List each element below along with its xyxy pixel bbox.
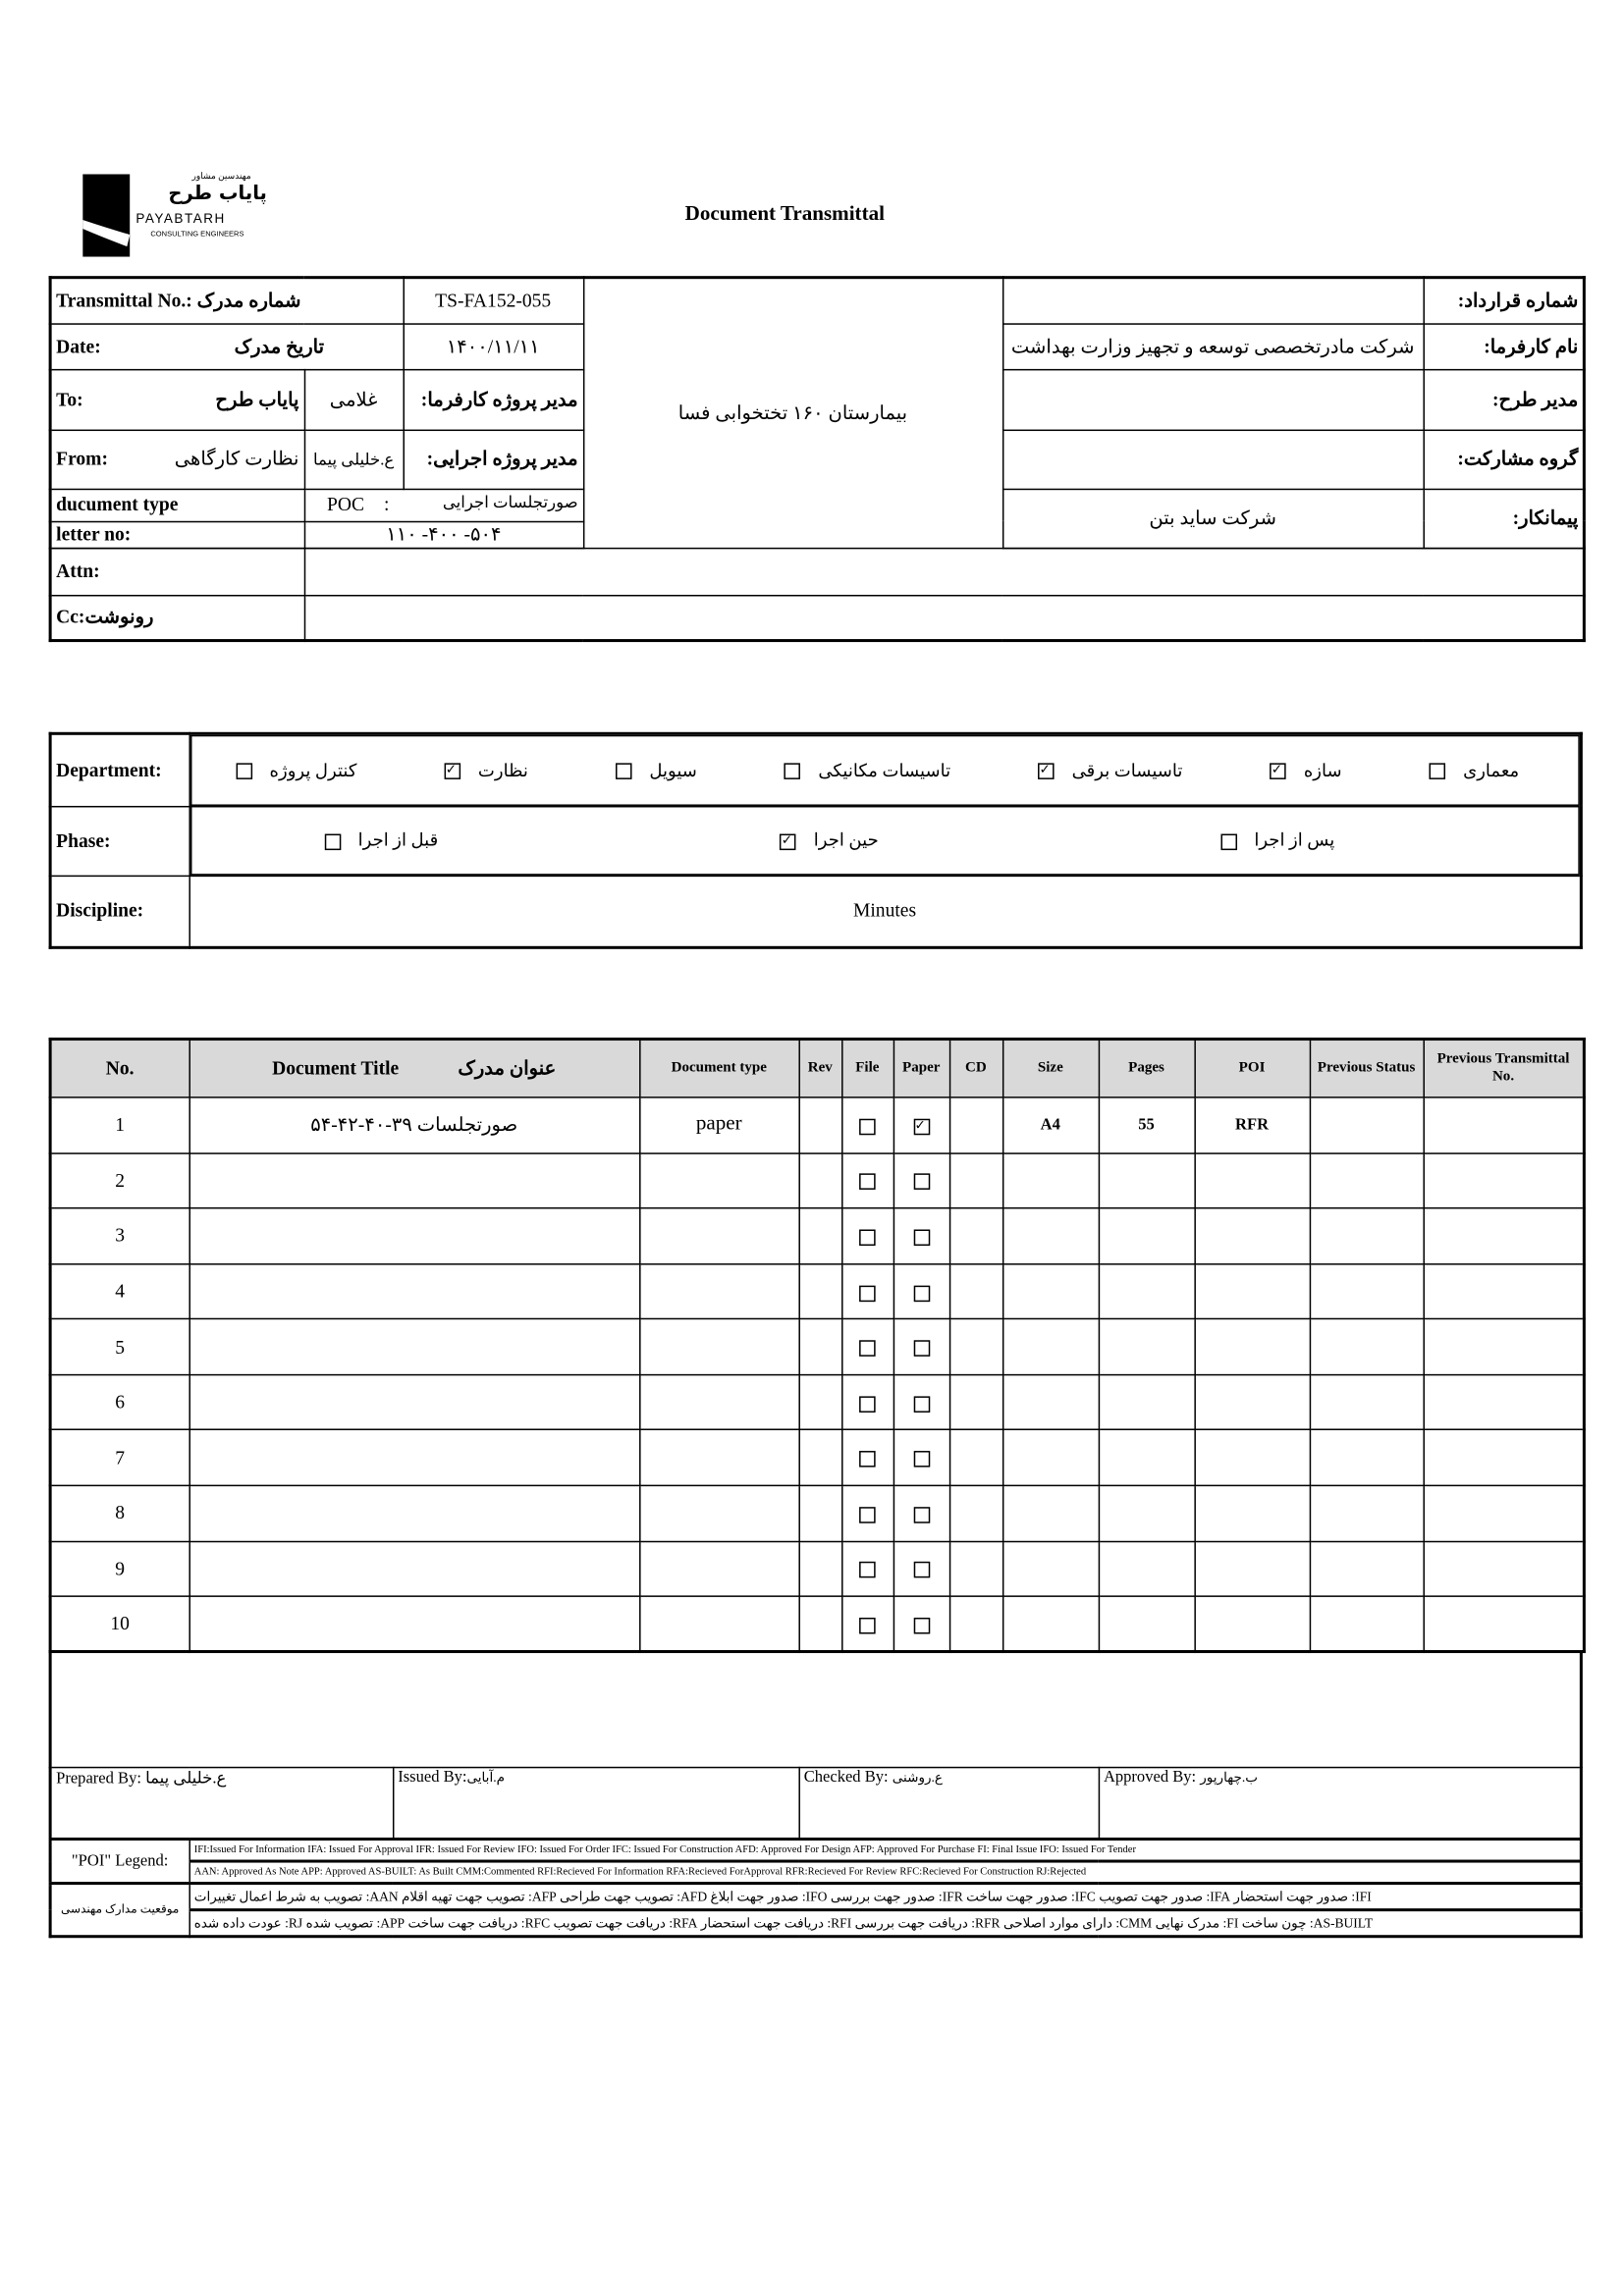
option-label: معماری xyxy=(1463,759,1520,780)
checkbox-icon[interactable] xyxy=(913,1229,930,1246)
option-label: حین اجرا xyxy=(813,829,879,851)
cell-file[interactable] xyxy=(841,1096,893,1152)
phase-options xyxy=(189,806,1580,876)
cell-poi xyxy=(1194,1208,1309,1264)
cell-paper[interactable] xyxy=(893,1263,949,1319)
letter-no-label: letter no: xyxy=(50,521,304,548)
cell-cd xyxy=(949,1208,1002,1264)
cell-paper[interactable] xyxy=(893,1597,949,1653)
department-label: Department: xyxy=(50,733,189,806)
option-label: سازه xyxy=(1303,759,1342,780)
partner-group-label: گروه مشارکت: xyxy=(1423,430,1584,489)
cell-no: 2 xyxy=(50,1152,189,1208)
page-title: Document Transmittal xyxy=(684,203,885,227)
checkbox-icon[interactable] xyxy=(913,1451,930,1468)
checkbox-icon[interactable] xyxy=(859,1563,876,1579)
cell-poi xyxy=(1194,1263,1309,1319)
classification-table xyxy=(49,732,1583,948)
date-label-cell: Date: تاریخ مدرک xyxy=(50,323,403,369)
cell-rev xyxy=(798,1485,841,1541)
cell-pages xyxy=(1099,1430,1195,1486)
cell-prev-no xyxy=(1423,1541,1584,1597)
cell-file[interactable] xyxy=(841,1541,893,1597)
cell-doctype xyxy=(639,1541,798,1597)
cell-cd xyxy=(949,1374,1002,1430)
logo-fa-small: مهندسین مشاور xyxy=(191,172,251,182)
cell-size xyxy=(1002,1208,1099,1264)
table-row xyxy=(50,1319,1584,1375)
checkbox-icon[interactable] xyxy=(913,1285,930,1302)
signature-table xyxy=(49,1650,1583,1937)
cell-poi xyxy=(1194,1485,1309,1541)
cell-prev-no xyxy=(1423,1485,1584,1541)
cell-no: 4 xyxy=(50,1263,189,1319)
table-row xyxy=(50,1430,1584,1486)
cell-prev-no xyxy=(1423,1430,1584,1486)
cell-file[interactable] xyxy=(841,1152,893,1208)
documents-table xyxy=(49,1038,1586,1654)
cell-prev-no xyxy=(1423,1374,1584,1430)
checkbox-icon[interactable] xyxy=(859,1118,876,1135)
cell-pages xyxy=(1099,1152,1195,1208)
cell-size xyxy=(1002,1263,1099,1319)
cell-file[interactable] xyxy=(841,1208,893,1264)
project-name: بیمارستان ۱۶۰ تختخوابی فسا xyxy=(583,278,1002,548)
poi-legend-line2: AAN: Approved As Note APP: Approved AS-BUILT: As Built CMM:Commented RFI:Recieved For Information RFA:Recieved ForApproval RFR:Recieved For Review RFC:Recieved For Construction RJ:Rejected xyxy=(189,1860,1581,1883)
cell-prev-status xyxy=(1310,1597,1424,1653)
cell-file[interactable] xyxy=(841,1374,893,1430)
discipline-value: Minutes xyxy=(189,876,1581,946)
partner-group-value xyxy=(1002,430,1424,489)
cell-prev-status xyxy=(1310,1374,1424,1430)
cell-doctype xyxy=(639,1208,798,1264)
contract-no-label: شماره قرارداد: xyxy=(1423,278,1584,324)
option-label: تاسیسات برقی xyxy=(1071,759,1183,780)
header-prev-no: Previous Transmittal No. xyxy=(1423,1040,1584,1097)
cell-rev xyxy=(798,1152,841,1208)
cell-doctype xyxy=(639,1374,798,1430)
checkbox-checked-icon[interactable] xyxy=(1038,764,1055,780)
checkbox-icon[interactable] xyxy=(1220,833,1237,850)
header-file: File xyxy=(841,1040,893,1097)
cell-title xyxy=(189,1485,639,1541)
department-option[interactable] xyxy=(444,760,528,782)
header-doctype: Document type xyxy=(639,1040,798,1097)
checkbox-icon[interactable] xyxy=(913,1340,930,1357)
cell-no: 5 xyxy=(50,1319,189,1375)
cell-title xyxy=(189,1152,639,1208)
cell-size xyxy=(1002,1152,1099,1208)
plan-manager-value xyxy=(1002,369,1424,430)
logo-en-sub: CONSULTING ENGINEERS xyxy=(150,230,244,240)
cell-cd xyxy=(949,1152,1002,1208)
cell-size: A4 xyxy=(1002,1096,1099,1152)
cell-doctype xyxy=(639,1597,798,1653)
engineering-line2: AS-BUILT: چون ساخت FI: مدرک نهایی CMM: دارای موارد اصلاحی RFR: دریافت جهت بررسی RFI: دریافت جهت استحضار RFA: دریافت جهت تصویب RFC: دریافت جهت ساخت APP: تصویب شده RJ: عودت داده شده xyxy=(189,1909,1581,1936)
to-person: غلامی xyxy=(304,369,404,430)
client-name-value: شرکت مادرتخصصی توسعه و تجهیز وزارت بهداشت xyxy=(1002,323,1424,369)
cell-file[interactable] xyxy=(841,1430,893,1486)
table-row xyxy=(50,1597,1584,1653)
checkbox-icon[interactable] xyxy=(913,1618,930,1634)
cell-paper[interactable] xyxy=(893,1430,949,1486)
header-paper: Paper xyxy=(893,1040,949,1097)
cell-doctype xyxy=(639,1485,798,1541)
checkbox-icon[interactable] xyxy=(236,764,252,780)
cell-rev xyxy=(798,1096,841,1152)
cell-doctype xyxy=(639,1319,798,1375)
client-name-label: نام کارفرما: xyxy=(1423,323,1584,369)
department-option[interactable] xyxy=(1038,760,1182,782)
cell-title xyxy=(189,1319,639,1375)
table-row xyxy=(50,1263,1584,1319)
checkbox-checked-icon[interactable] xyxy=(913,1118,930,1135)
cell-doctype: paper xyxy=(639,1096,798,1152)
phase-option[interactable] xyxy=(324,829,438,852)
cell-prev-no xyxy=(1423,1597,1584,1653)
cell-cd xyxy=(949,1319,1002,1375)
cell-size xyxy=(1002,1541,1099,1597)
cell-prev-no xyxy=(1423,1319,1584,1375)
cell-cd xyxy=(949,1597,1002,1653)
header-pages: Pages xyxy=(1099,1040,1195,1097)
header-prev-status: Previous Status xyxy=(1310,1040,1424,1097)
cell-prev-status xyxy=(1310,1208,1424,1264)
cell-pages xyxy=(1099,1597,1195,1653)
cell-size xyxy=(1002,1485,1099,1541)
cell-prev-no xyxy=(1423,1096,1584,1152)
cell-paper[interactable] xyxy=(893,1319,949,1375)
logo-text-stack xyxy=(135,171,298,240)
cell-paper[interactable] xyxy=(893,1152,949,1208)
cell-cd xyxy=(949,1541,1002,1597)
checkbox-icon[interactable] xyxy=(616,764,632,780)
doctype-label: ducument type xyxy=(50,489,304,521)
cell-file[interactable] xyxy=(841,1485,893,1541)
logo-mark-icon xyxy=(82,174,130,256)
table-row xyxy=(50,1096,1584,1152)
header-poi: POI xyxy=(1194,1040,1309,1097)
contractor-label: پیمانکار: xyxy=(1423,489,1584,548)
checkbox-icon[interactable] xyxy=(1429,764,1445,780)
cell-title xyxy=(189,1541,639,1597)
cell-rev xyxy=(798,1430,841,1486)
checked-by: Checked By: ع.روشنی xyxy=(798,1768,1098,1839)
cell-poi: RFR xyxy=(1194,1096,1309,1152)
cell-prev-status xyxy=(1310,1096,1424,1152)
table-row xyxy=(50,1541,1584,1597)
cell-rev xyxy=(798,1374,841,1430)
poi-legend-line1: IFI:Issued For Information IFA: Issued For Approval IFR: Issued For Review IFO: Issued For Order IFC: Issued For Construction AFD: Approved For Design AFP: Approved For Purchase FI: Final Issue IFO: Issued For Tender xyxy=(189,1839,1581,1861)
department-option[interactable] xyxy=(616,760,697,782)
approved-by: Approved By: ب.چهارپور xyxy=(1099,1768,1582,1839)
table-row xyxy=(50,1374,1584,1430)
cell-poi xyxy=(1194,1374,1309,1430)
cell-prev-status xyxy=(1310,1152,1424,1208)
cell-pages xyxy=(1099,1208,1195,1264)
checkbox-checked-icon[interactable] xyxy=(780,833,796,850)
cell-poi xyxy=(1194,1319,1309,1375)
checkbox-checked-icon[interactable] xyxy=(444,764,460,780)
discipline-label: Discipline: xyxy=(50,876,189,946)
cell-title xyxy=(189,1597,639,1653)
letter-no-value: ۱۱۰ -۴۰۰ -۵۰۴ xyxy=(304,521,583,548)
cell-title xyxy=(189,1263,639,1319)
phase-option[interactable] xyxy=(1220,829,1335,852)
checkbox-icon[interactable] xyxy=(859,1618,876,1634)
cell-paper[interactable] xyxy=(893,1541,949,1597)
cell-title xyxy=(189,1208,639,1264)
header-title: Document Title عنوان مدرک xyxy=(189,1040,639,1097)
contract-no-value xyxy=(1002,278,1424,324)
department-option[interactable] xyxy=(1270,760,1341,782)
poi-legend-label: "POI" Legend: xyxy=(50,1839,189,1883)
cell-size xyxy=(1002,1597,1099,1653)
cell-poi xyxy=(1194,1597,1309,1653)
company-logo xyxy=(82,171,304,262)
checkbox-icon[interactable] xyxy=(859,1229,876,1246)
cell-file[interactable] xyxy=(841,1597,893,1653)
checkbox-icon[interactable] xyxy=(859,1451,876,1468)
engineering-status-label: موقعیت مدارک مهندسی xyxy=(50,1883,189,1936)
cell-title xyxy=(189,1374,639,1430)
exec-pm-label: مدیر پروژه اجرایی: xyxy=(403,430,582,489)
cell-pages xyxy=(1099,1541,1195,1597)
client-pm-label: مدیر پروژه کارفرما: xyxy=(403,369,582,430)
cell-poi xyxy=(1194,1541,1309,1597)
cell-paper[interactable] xyxy=(893,1096,949,1152)
cell-rev xyxy=(798,1319,841,1375)
cell-prev-status xyxy=(1310,1319,1424,1375)
cell-paper[interactable] xyxy=(893,1485,949,1541)
attn-label: Attn: xyxy=(50,548,304,595)
from-cell: From: نظارت کارگاهی xyxy=(50,430,304,489)
checkbox-icon[interactable] xyxy=(324,833,341,850)
transmittal-no: TS-FA152-055 xyxy=(403,278,582,324)
checkbox-icon[interactable] xyxy=(859,1174,876,1191)
cell-title xyxy=(189,1430,639,1486)
remarks-area xyxy=(50,1651,1581,1768)
cell-prev-status xyxy=(1310,1263,1424,1319)
cell-prev-status xyxy=(1310,1485,1424,1541)
contractor-value: شرکت ساید بتن xyxy=(1002,489,1424,548)
cc-value xyxy=(304,595,1585,641)
cell-size xyxy=(1002,1374,1099,1430)
cell-file[interactable] xyxy=(841,1263,893,1319)
cell-prev-no xyxy=(1423,1208,1584,1264)
cc-label: Cc:رونوشت xyxy=(50,595,304,641)
cell-cd xyxy=(949,1430,1002,1486)
cell-no: 3 xyxy=(50,1208,189,1264)
cell-rev xyxy=(798,1597,841,1653)
option-label: قبل از اجرا xyxy=(357,829,439,851)
table-row xyxy=(50,1152,1584,1208)
cell-cd xyxy=(949,1096,1002,1152)
cell-paper[interactable] xyxy=(893,1208,949,1264)
cell-pages xyxy=(1099,1263,1195,1319)
attn-value xyxy=(304,548,1585,595)
cell-no: 1 xyxy=(50,1096,189,1152)
date-value: ۱۴۰۰/۱۱/۱۱ xyxy=(403,323,582,369)
cell-cd xyxy=(949,1263,1002,1319)
department-option[interactable] xyxy=(236,760,357,782)
option-label: تاسیسات مکانیکی xyxy=(818,759,951,780)
checkbox-icon[interactable] xyxy=(859,1507,876,1523)
cell-prev-status xyxy=(1310,1541,1424,1597)
cell-no: 7 xyxy=(50,1430,189,1486)
cell-no: 9 xyxy=(50,1541,189,1597)
option-label: کنترل پروژه xyxy=(269,759,357,780)
cell-title: صورتجلسات ۳۹-۴۰-۴۲-۵۴ xyxy=(189,1096,639,1152)
header-size: Size xyxy=(1002,1040,1099,1097)
cell-pages xyxy=(1099,1485,1195,1541)
engineering-line1: IFI: صدور جهت استحضار IFA: صدور جهت تصویب IFC: صدور جهت ساخت IFR: صدور جهت بررسی IFO: صدور جهت ابلاغ AFD: تصویب جهت طراحی AFP: تصویب جهت تهیه اقلام AAN: تصویب به شرط اعمال تغییرات xyxy=(189,1883,1581,1909)
issued-by: Issued By:م.آبایی xyxy=(393,1768,798,1839)
logo-fa-name: پایاب طرح xyxy=(168,183,267,206)
from-person: ع.خلیلی پیما xyxy=(304,430,404,489)
cell-doctype xyxy=(639,1152,798,1208)
to-cell: To: پایاب طرح xyxy=(50,369,304,430)
checkbox-icon[interactable] xyxy=(859,1285,876,1302)
option-label: سیویل xyxy=(649,759,697,780)
cell-no: 8 xyxy=(50,1485,189,1541)
header-cd: CD xyxy=(949,1040,1002,1097)
cell-rev xyxy=(798,1263,841,1319)
cell-cd xyxy=(949,1485,1002,1541)
cell-rev xyxy=(798,1541,841,1597)
cell-pages: 55 xyxy=(1099,1096,1195,1152)
cell-rev xyxy=(798,1208,841,1264)
header-rev: Rev xyxy=(798,1040,841,1097)
phase-label: Phase: xyxy=(50,806,189,876)
cell-pages xyxy=(1099,1374,1195,1430)
checkbox-icon[interactable] xyxy=(913,1563,930,1579)
header-table xyxy=(49,276,1586,642)
department-option[interactable] xyxy=(1429,760,1519,782)
plan-manager-label: مدیر طرح: xyxy=(1423,369,1584,430)
cell-prev-no xyxy=(1423,1152,1584,1208)
cell-size xyxy=(1002,1319,1099,1375)
cell-size xyxy=(1002,1430,1099,1486)
prepared-by: Prepared By: ع.خلیلی پیما xyxy=(50,1768,393,1839)
cell-paper[interactable] xyxy=(893,1374,949,1430)
cell-file[interactable] xyxy=(841,1319,893,1375)
cell-pages xyxy=(1099,1319,1195,1375)
cell-doctype xyxy=(639,1430,798,1486)
cell-no: 6 xyxy=(50,1374,189,1430)
checkbox-icon[interactable] xyxy=(913,1396,930,1413)
checkbox-icon[interactable] xyxy=(785,764,801,780)
cell-poi xyxy=(1194,1152,1309,1208)
checkbox-icon[interactable] xyxy=(859,1396,876,1413)
option-label: نظارت xyxy=(477,759,528,780)
department-option[interactable] xyxy=(785,760,950,782)
table-row xyxy=(50,1485,1584,1541)
cell-doctype xyxy=(639,1263,798,1319)
table-row xyxy=(50,1208,1584,1264)
checkbox-icon[interactable] xyxy=(859,1340,876,1357)
phase-option[interactable] xyxy=(780,829,879,852)
transmittal-label-cell: Transmittal No.: شماره مدرک xyxy=(50,278,403,324)
checkbox-icon[interactable] xyxy=(913,1507,930,1523)
cell-prev-status xyxy=(1310,1430,1424,1486)
cell-poi xyxy=(1194,1430,1309,1486)
checkbox-checked-icon[interactable] xyxy=(1270,764,1286,780)
department-options xyxy=(189,735,1580,806)
checkbox-icon[interactable] xyxy=(913,1174,930,1191)
cell-prev-no xyxy=(1423,1263,1584,1319)
logo-en-name: PAYABTARH xyxy=(135,211,226,227)
option-label: پس از اجرا xyxy=(1254,829,1335,851)
header-no: No. xyxy=(50,1040,189,1097)
cell-no: 10 xyxy=(50,1597,189,1653)
doctype-value-cell: POC : صورتجلسات اجرایی xyxy=(304,489,583,521)
